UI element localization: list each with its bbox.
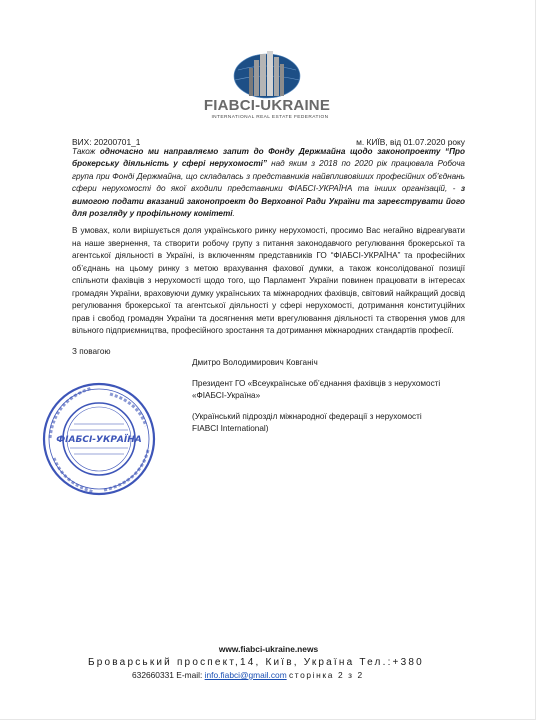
p1-segment-5: . bbox=[232, 209, 235, 219]
footer-email-link[interactable]: info.fiabci@gmail.com bbox=[204, 670, 287, 680]
closing-regards: З повагою bbox=[72, 347, 111, 356]
signer-role-line-2: «ФІАБСІ-Україна» bbox=[192, 390, 261, 400]
globe-building-icon bbox=[218, 50, 316, 100]
footer-contact bbox=[132, 670, 364, 680]
signer-unit bbox=[192, 411, 472, 434]
signer-role-line-1: Президент ГО «Всеукраїнське об’єднання фахівців з нерухомості bbox=[192, 379, 441, 388]
p1-segment-2: одночасно ми направляємо запит до Фонду Держмайна щодо законопроекту “Про брокерську діяльність у сфері нерухомості” bbox=[72, 147, 466, 169]
p1-segment-1: Також bbox=[72, 147, 100, 156]
signer-role bbox=[192, 378, 472, 401]
place-date: м. КИЇВ, від 01.07.2020 року bbox=[356, 137, 465, 147]
paragraph-request bbox=[72, 146, 465, 220]
signer-unit-line-1: (Український підрозділ міжнародної федерації з нерухомості bbox=[192, 412, 422, 421]
organization-seal bbox=[40, 380, 158, 498]
p1-segment-3: над яким з 2018 по 2020 рік працювала Робоча група при Фонді Держмайна, що складалась з представників найвпливовіших професійних об’єднань сфери нерухомості до якої входили представники ФІАБСІ-УКРАЇНА та інших організацій, - bbox=[72, 159, 465, 194]
signer-name: Дмитро Володимирович Ковганіч bbox=[192, 358, 318, 367]
signer-unit-line-2: FIABCI International) bbox=[192, 423, 269, 433]
logo-name: FIABCI-UKRAINE bbox=[203, 97, 331, 114]
outgoing-number: ВИХ: 20200701_1 bbox=[72, 137, 141, 147]
footer-website[interactable]: www.fiabci-ukraine.news bbox=[218, 644, 319, 654]
fiabci-logo bbox=[196, 50, 346, 122]
seal-center-text: ФІАБСІ-УКРАЇНА bbox=[56, 435, 142, 445]
logo-subtitle: INTERNATIONAL REAL ESTATE FEDERATION bbox=[211, 115, 329, 120]
footer-address: Броварський проспект,14, Київ, Україна Тел.:+380 bbox=[88, 657, 424, 668]
p1-segment-4: з вимогою подати вказаний законопроект до Верховної Ради України та зареєструвати його для розгляду у профільному комітеті bbox=[72, 184, 465, 219]
footer-phone: 632660331 E-mail: bbox=[132, 670, 203, 680]
page-counter: сторінка 2 з 2 bbox=[289, 670, 364, 680]
paragraph-appeal: В умовах, коли вирішується доля українського ринку нерухомості, просимо Вас негайно відреагувати на наше звернення, та створити робочу групу з питання законодавчого регулювання брокерської та агентської діяльності в Україні, із включенням представників ГО “ФІАБСІ-УКРАЇНА” та професійних об’єднань на цьому ринку з метою врахування фахової думки, а також консолідованої позиції спільноти фахівців з нерухомості щодо того, що Парламент України повинен працювати в інтересах громадян України, враховуючи думку українських та міжнародних фахівців, світовий найкращий досвід регулювання брокерської та агентської діяльності у сфері нерухомості, дотримання конституційних прав і свобод громадян України та досягнення мети врегулювання діяльності та створення умов для вільного підприємництва, професійного зростання та дотримання міжнародних стандартів професії. bbox=[72, 226, 465, 335]
